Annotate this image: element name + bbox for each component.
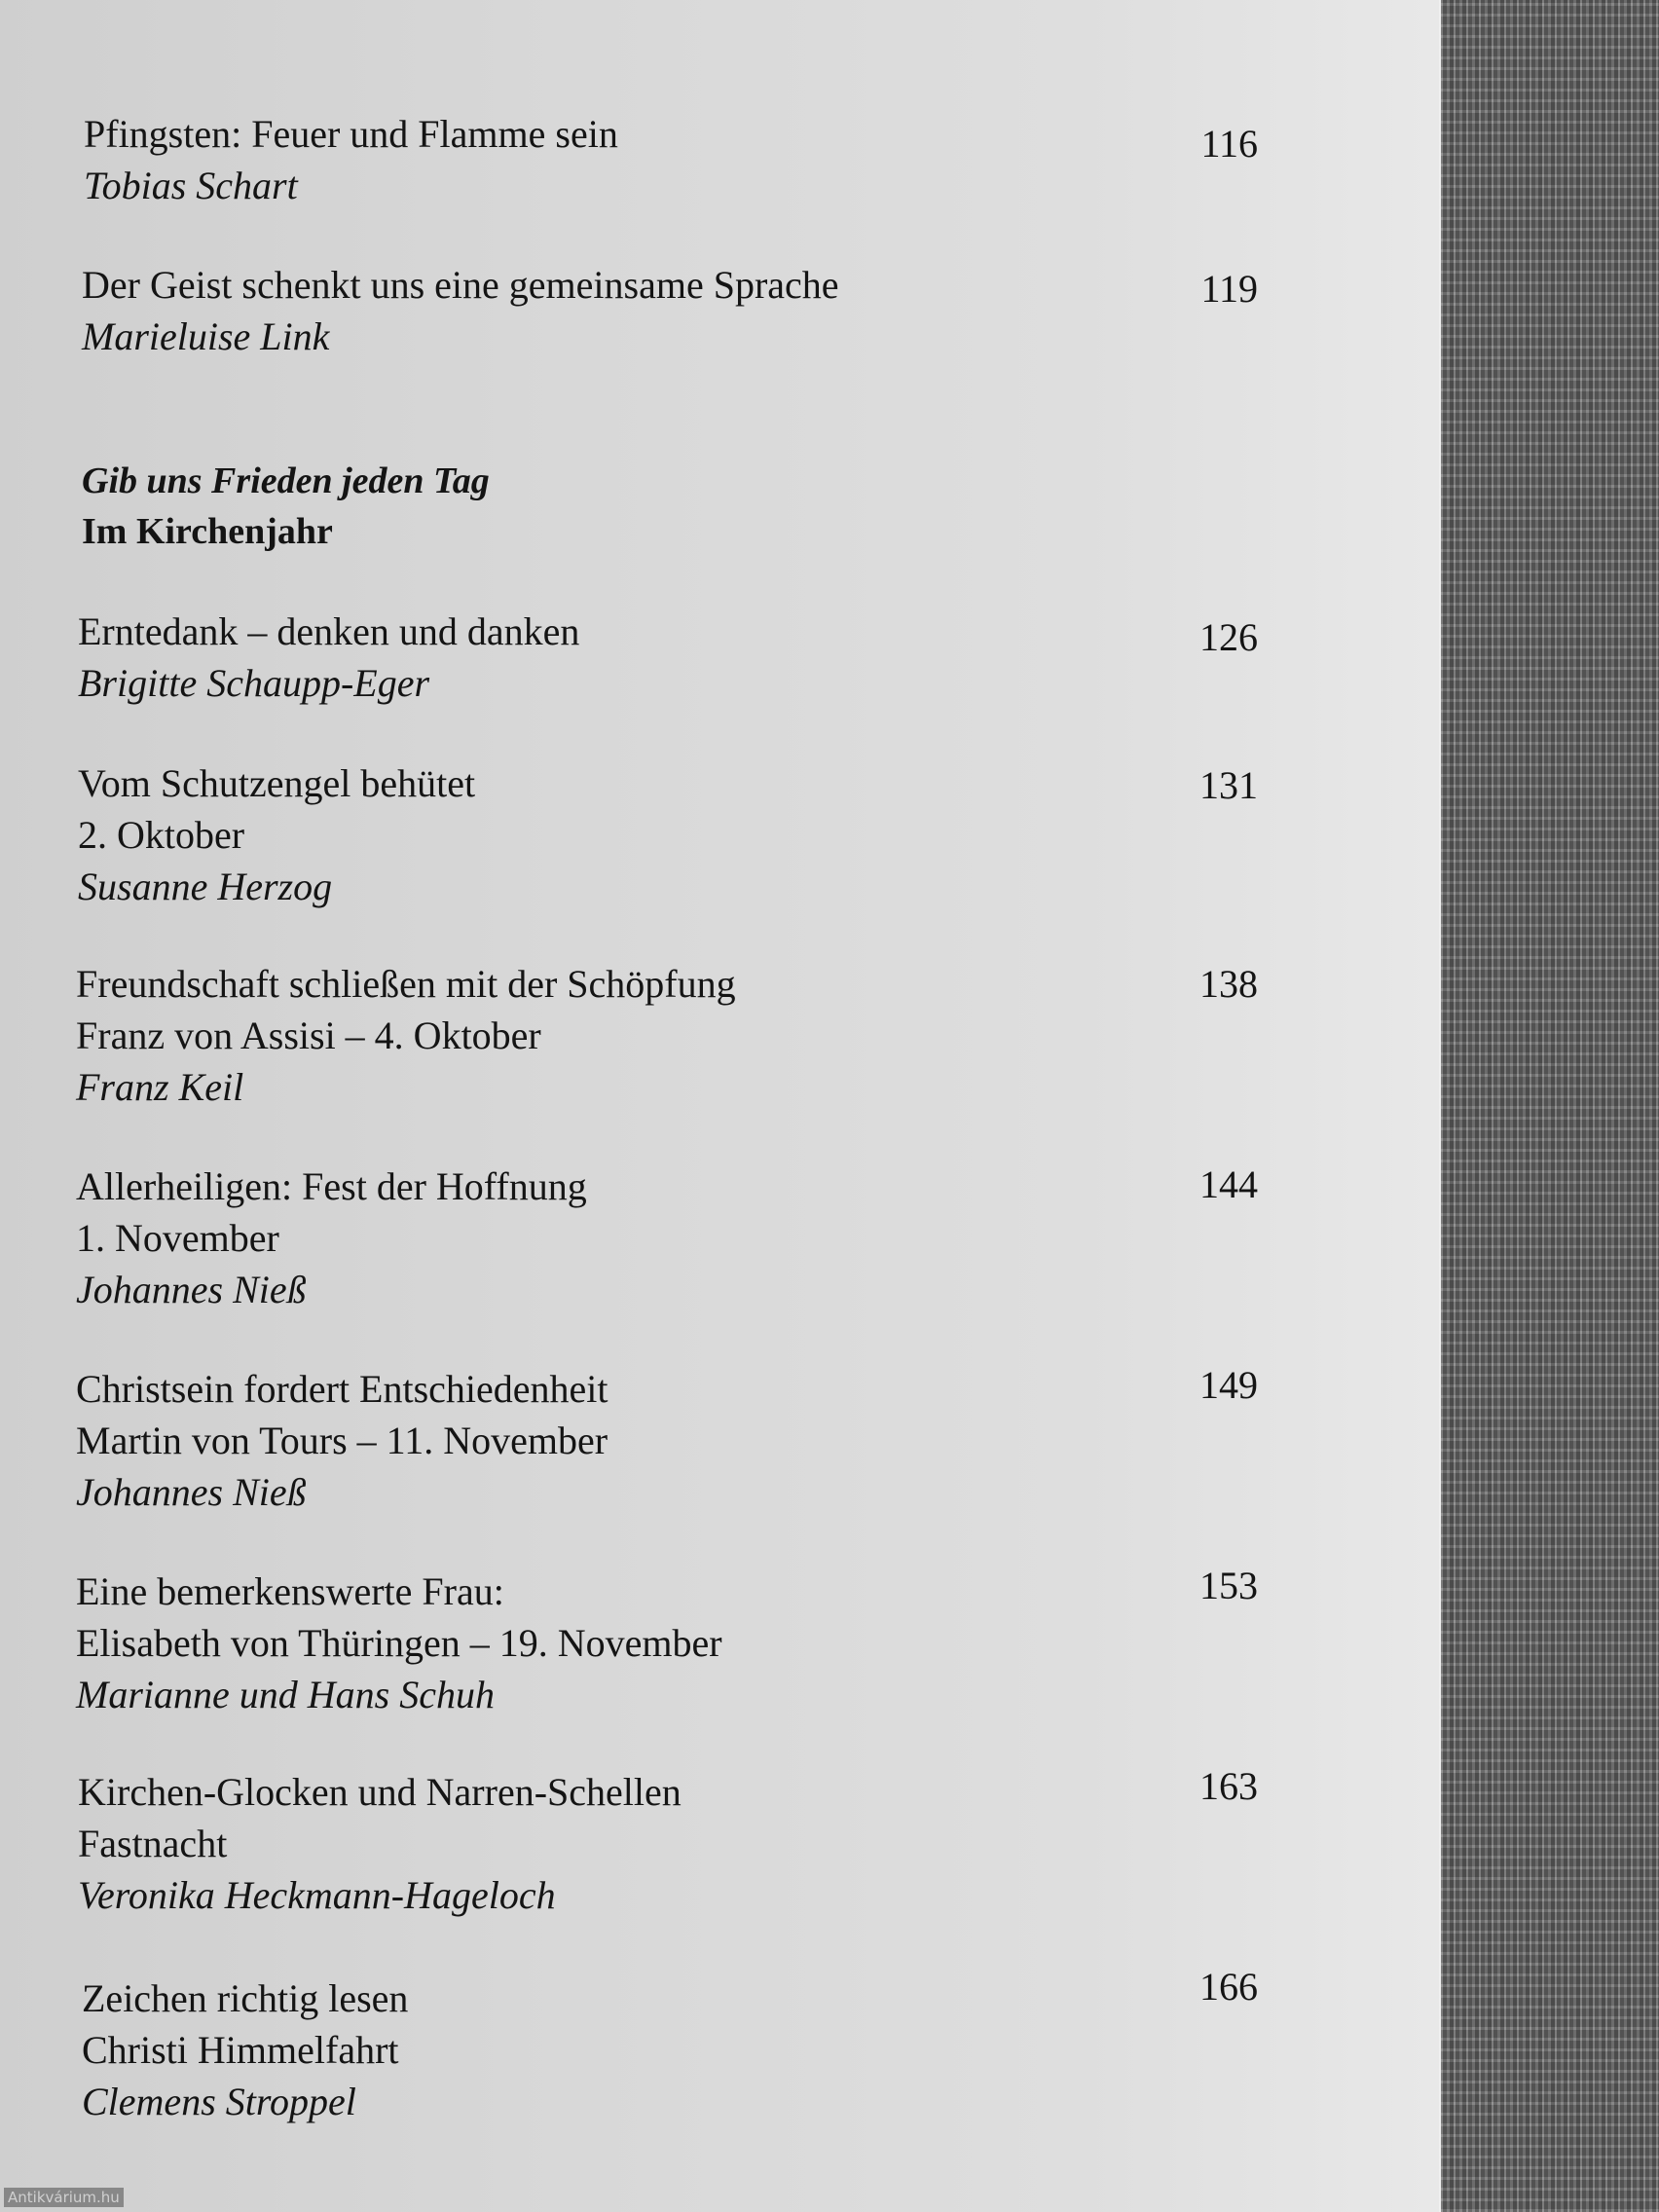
- toc-entry: [78, 606, 579, 709]
- toc-entry: [78, 1766, 682, 1921]
- entry-page-number: 131: [1199, 763, 1258, 807]
- entry-subtitle: Fastnacht: [78, 1822, 228, 1865]
- entry-page-number: 119: [1200, 267, 1258, 311]
- entry-title: Freundschaft schließen mit der Schöpfung: [76, 962, 736, 1006]
- entry-author: Marieluise Link: [82, 314, 330, 358]
- entry-author: Marianne und Hans Schuh: [76, 1673, 495, 1716]
- toc-entry: [76, 958, 736, 1113]
- entry-author: Johannes Nieß: [76, 1268, 307, 1311]
- entry-page-number: 116: [1200, 122, 1258, 166]
- entry-subtitle: Elisabeth von Thüringen – 19. November: [76, 1621, 722, 1665]
- entry-subtitle: Christi Himmelfahrt: [82, 2028, 399, 2072]
- entry-subtitle: 2. Oktober: [78, 813, 245, 857]
- toc-entry: [78, 757, 475, 912]
- entry-title: Pfingsten: Feuer und Flamme sein: [84, 112, 618, 156]
- entry-author: Tobias Schart: [84, 164, 298, 207]
- entry-author: Clemens Stroppel: [82, 2080, 356, 2123]
- toc-entry: [82, 259, 839, 362]
- entry-author: Brigitte Schaupp-Eger: [78, 661, 430, 705]
- entry-title: Allerheiligen: Fest der Hoffnung: [76, 1164, 587, 1208]
- background-texture: [1441, 0, 1659, 2212]
- toc-entry: [76, 1566, 722, 1720]
- entry-subtitle: 1. November: [76, 1216, 279, 1260]
- entry-page-number: 126: [1199, 615, 1258, 659]
- section-title: Gib uns Frieden jeden Tag: [82, 461, 490, 501]
- entry-page-number: 163: [1199, 1764, 1258, 1808]
- entry-author: Veronika Heckmann-Hageloch: [78, 1873, 556, 1917]
- entry-page-number: 153: [1199, 1564, 1258, 1607]
- entry-page-number: 144: [1199, 1162, 1258, 1206]
- toc-entry: [76, 1161, 587, 1315]
- entry-title: Der Geist schenkt uns eine gemeinsame Sprache: [82, 263, 839, 307]
- entry-title: Kirchen-Glocken und Narren-Schellen: [78, 1770, 682, 1814]
- entry-subtitle: Martin von Tours – 11. November: [76, 1419, 608, 1462]
- entry-author: Franz Keil: [76, 1065, 244, 1109]
- toc-entry: [82, 1972, 408, 2127]
- entry-title: Zeichen richtig lesen: [82, 1976, 409, 2020]
- entry-title: Eine bemerkenswerte Frau:: [76, 1569, 504, 1613]
- entry-title: Erntedank – denken und danken: [78, 609, 580, 653]
- section-subtitle: Im Kirchenjahr: [82, 511, 333, 552]
- entry-author: Susanne Herzog: [78, 865, 333, 908]
- entry-page-number: 138: [1199, 962, 1258, 1006]
- section-heading: [82, 456, 490, 557]
- entry-page-number: 149: [1199, 1363, 1258, 1407]
- watermark-label: Antikvárium.hu: [4, 2188, 124, 2207]
- entry-page-number: 166: [1199, 1965, 1258, 2009]
- entry-subtitle: Franz von Assisi – 4. Oktober: [76, 1014, 541, 1057]
- entry-title: Christsein fordert Entschiedenheit: [76, 1367, 608, 1411]
- toc-entry: [76, 1363, 608, 1518]
- entry-author: Johannes Nieß: [76, 1470, 307, 1514]
- toc-entry: [84, 108, 618, 211]
- entry-title: Vom Schutzengel behütet: [78, 761, 476, 805]
